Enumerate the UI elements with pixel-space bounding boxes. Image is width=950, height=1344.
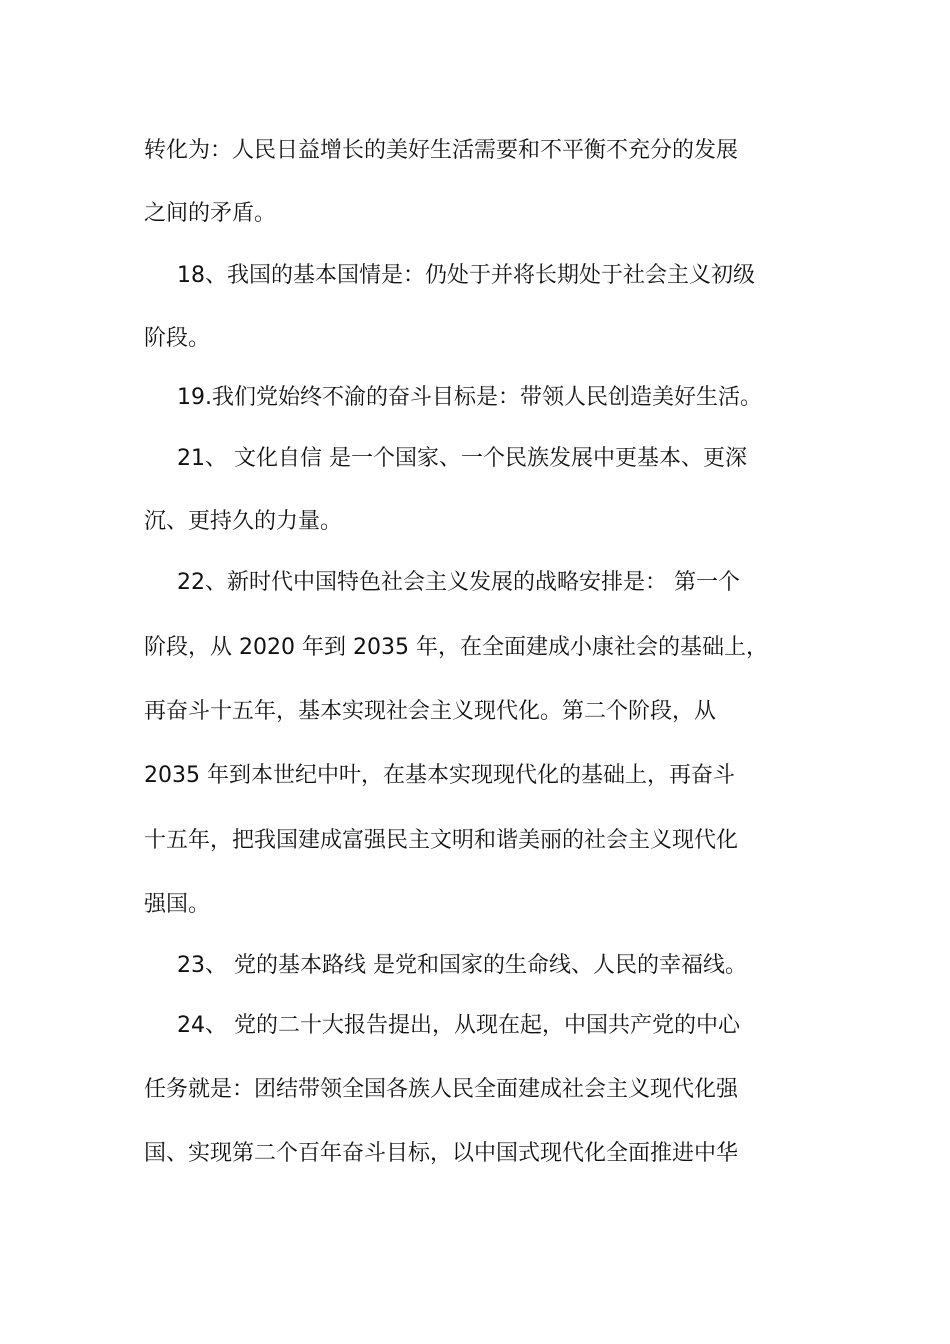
- paragraph-24-line: 24、 党的二十大报告提出，从现在起，中国共产党的中心: [177, 1013, 740, 1038]
- paragraph-18-line: 18、我国的基本国情是：仍处于并将长期处于社会主义初级: [177, 263, 755, 288]
- text-line: 2035 年到本世纪中叶，在基本实现现代化的基础上，再奋斗: [144, 763, 735, 788]
- paragraph-23-line: 23、 党的基本路线 是党和国家的生命线、人民的幸福线。: [177, 953, 747, 978]
- paragraph-22-line: 22、新时代中国特色社会主义发展的战略安排是： 第一个: [177, 570, 740, 595]
- text-line: 之间的矛盾。: [144, 201, 277, 226]
- text-line: 转化为：人民日益增长的美好生活需要和不平衡不充分的发展: [144, 138, 739, 163]
- text-line: 阶段。: [144, 326, 211, 351]
- text-line: 国、实现第二个百年奋斗目标，以中国式现代化全面推进中华: [144, 1141, 739, 1166]
- paragraph-19-line: 19.我们党始终不渝的奋斗目标是：带领人民创造美好生活。: [177, 385, 762, 410]
- text-line: 强国。: [144, 892, 211, 917]
- text-line: 沉、更持久的力量。: [144, 509, 343, 534]
- text-line: 任务就是：团结带领全国各族人民全面建成社会主义现代化强: [144, 1077, 739, 1102]
- text-line: 十五年，把我国建成富强民主文明和谐美丽的社会主义现代化: [144, 828, 739, 853]
- paragraph-21-line: 21、 文化自信 是一个国家、一个民族发展中更基本、更深: [177, 446, 747, 471]
- text-line: 阶段，从 2020 年到 2035 年，在全面建成小康社会的基础上，: [144, 635, 768, 660]
- text-line: 再奋斗十五年，基本实现社会主义现代化。第二个阶段，从: [144, 699, 717, 724]
